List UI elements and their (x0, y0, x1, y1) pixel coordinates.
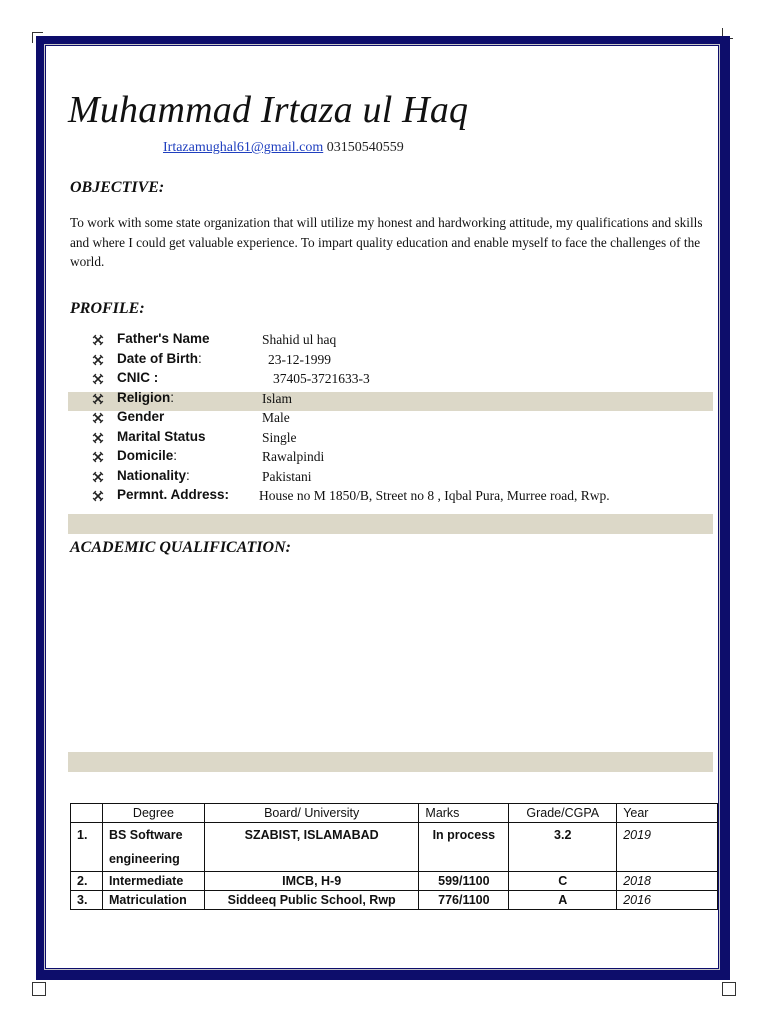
objective-text: To work with some state organization that will utilize my honest and hardworking attitude, my qualifications and skills and where I could get valuable experience. To impart quality education and enable myself to face the challenges of the world. (70, 215, 703, 269)
profile-row-religion (92, 390, 712, 410)
table-row (71, 891, 718, 910)
profile-value: 37405-3721633-3 (273, 371, 370, 386)
profile-value: Rawalpindi (262, 449, 325, 464)
table-row (71, 823, 718, 872)
candidate-name: Muhammad Irtaza ul Haq (68, 89, 469, 131)
degree-cell: Intermediate (102, 872, 204, 891)
grade-cell: 3.2 (509, 823, 617, 872)
bullet-icon (92, 490, 104, 502)
year-cell: 2018 (617, 872, 718, 891)
profile-value: Single (262, 429, 297, 445)
marks-cell: 599/1100 (419, 872, 509, 891)
profile-row-marital-status (92, 429, 712, 449)
academic-table (70, 803, 718, 910)
profile-label: Marital Status (117, 428, 206, 444)
column-header: Grade/CGPA (509, 804, 617, 823)
table-row (71, 872, 718, 891)
profile-colon: : (170, 389, 175, 405)
profile-label: Nationality (117, 467, 187, 483)
column-header: Year (617, 804, 718, 823)
grade-cell: C (509, 872, 617, 891)
profile-row-gender (92, 409, 712, 429)
profile-row-domicile (92, 448, 712, 468)
profile-label: CNIC : (117, 370, 159, 385)
profile-colon: : (173, 448, 178, 463)
phone-number: 03150540559 (326, 140, 404, 155)
profile-value: House no M 1850/B, Street no 8 , Iqbal Pura, Murree road, Rwp. (259, 488, 610, 503)
profile-list (92, 331, 712, 507)
bullet-icon (92, 432, 104, 444)
profile-label: Religion (117, 389, 171, 405)
academic-heading: ACADEMIC QUALIFICATION: (70, 539, 291, 556)
objective-heading: OBJECTIVE: (70, 179, 165, 196)
degree-cell: BS Software engineering (102, 823, 204, 872)
board-cell: Siddeeq Public School, Rwp (204, 891, 419, 910)
table-header-row (71, 804, 718, 823)
profile-colon: : (186, 467, 190, 483)
column-header (71, 804, 103, 823)
profile-label: Gender (117, 409, 165, 424)
row-number: 2. (71, 872, 103, 891)
crop-mark-bottom-right (722, 982, 736, 996)
profile-value: Islam (262, 390, 292, 406)
email-link[interactable]: Irtazamughal61@gmail.com (163, 140, 324, 155)
board-cell: IMCB, H-9 (204, 872, 419, 891)
bullet-icon (92, 373, 104, 385)
separator-band-academic (68, 752, 713, 772)
marks-cell: In process (419, 823, 509, 872)
profile-label: Domicile (117, 448, 174, 463)
row-number: 3. (71, 891, 103, 910)
bullet-icon (92, 393, 104, 405)
profile-row-father-name (92, 331, 712, 351)
profile-row-date-of-birth (92, 351, 712, 371)
bullet-icon (92, 471, 104, 483)
grade-cell: A (509, 891, 617, 910)
marks-cell: 776/1100 (419, 891, 509, 910)
column-header: Degree (102, 804, 204, 823)
profile-value: Shahid ul haq (262, 332, 337, 347)
bullet-icon (92, 451, 104, 463)
degree-cell: Matriculation (102, 891, 204, 910)
row-number: 1. (71, 823, 103, 872)
profile-value: Pakistani (262, 468, 312, 484)
profile-label: Father's Name (117, 331, 210, 346)
year-cell: 2019 (617, 823, 718, 872)
profile-colon: : (198, 350, 202, 366)
column-header: Marks (419, 804, 509, 823)
year-cell: 2016 (617, 891, 718, 910)
profile-row-nationality (92, 468, 712, 488)
profile-row-permanent-address (92, 487, 712, 507)
profile-label: Permnt. Address: (117, 487, 230, 502)
bullet-icon (92, 334, 104, 346)
profile-value: Male (262, 410, 290, 425)
board-cell: SZABIST, ISLAMABAD (204, 823, 419, 872)
profile-heading: PROFILE: (70, 300, 145, 317)
contact-line (163, 140, 404, 156)
bullet-icon (92, 354, 104, 366)
profile-value: 23-12-1999 (268, 351, 331, 367)
crop-mark-bottom-left (32, 982, 46, 996)
column-header: Board/ University (204, 804, 419, 823)
bullet-icon (92, 412, 104, 424)
separator-band-profile (68, 514, 713, 534)
profile-row-cnic (92, 370, 712, 390)
profile-label: Date of Birth (117, 350, 198, 366)
